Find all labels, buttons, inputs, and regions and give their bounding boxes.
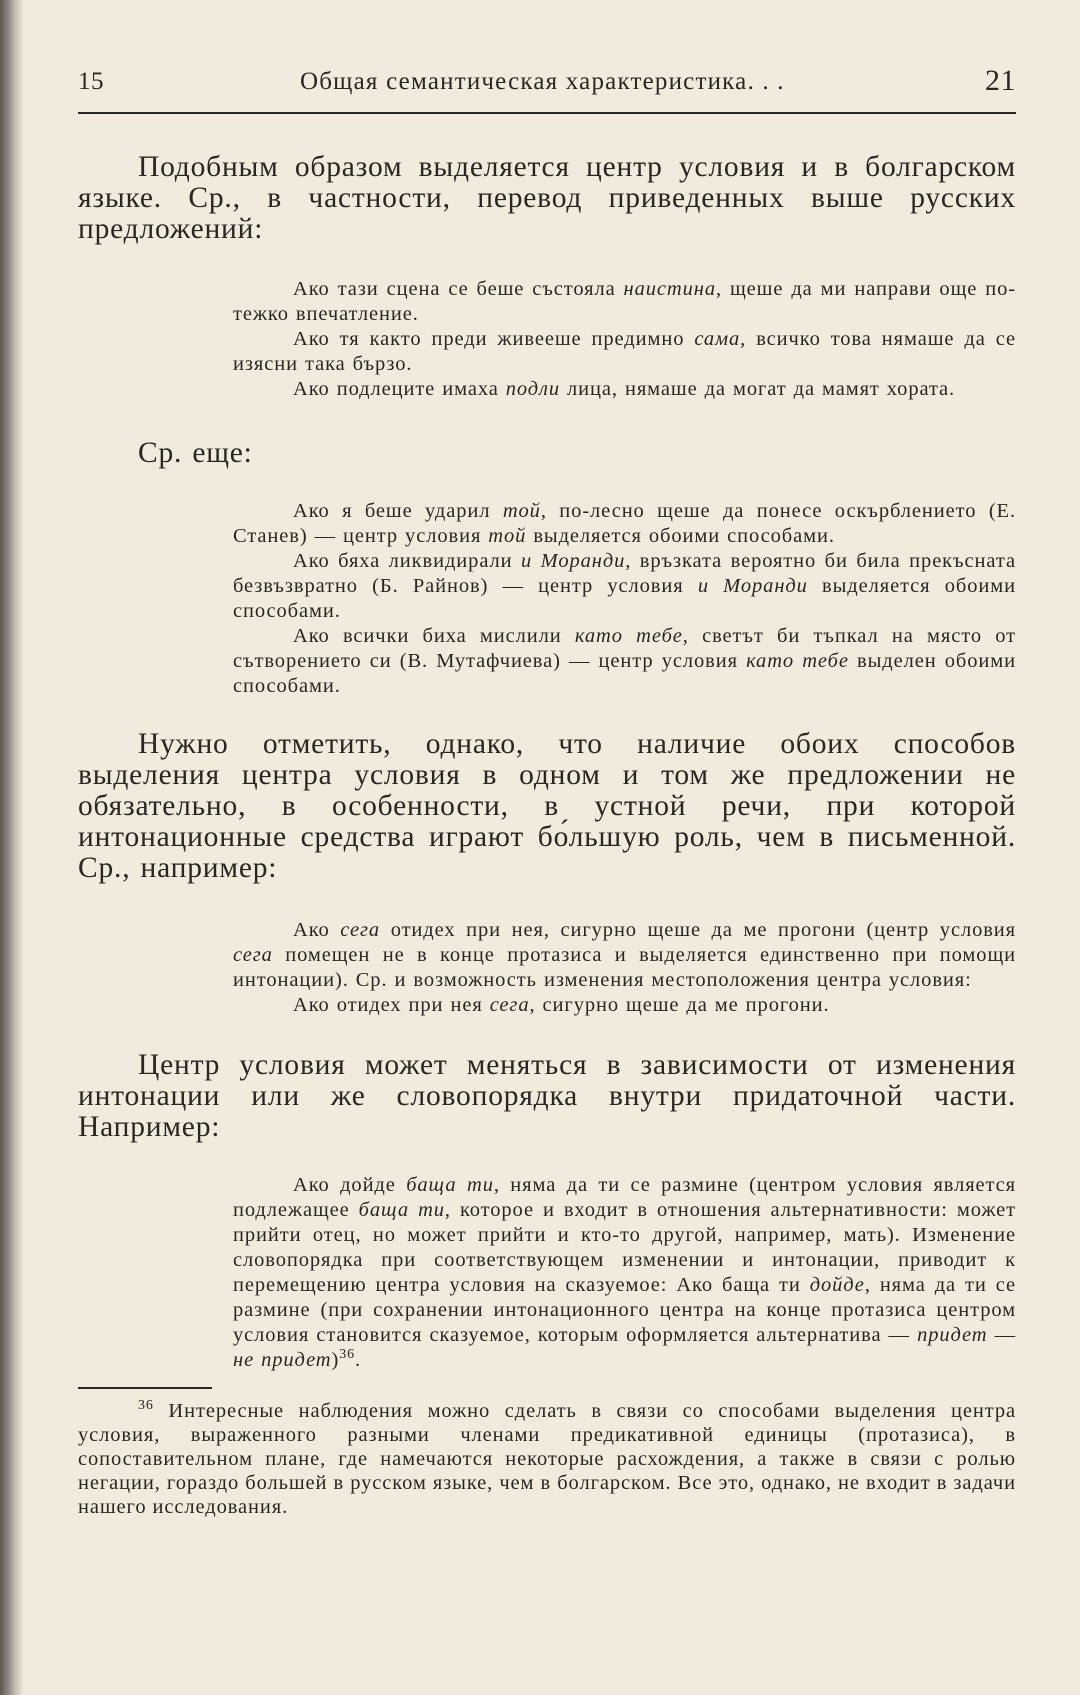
- footnote-number: 36: [138, 1398, 154, 1414]
- example-block-2: [78, 499, 1016, 699]
- paragraph-3: Нужно отметить, однако, что наличие обоих способов выделения центра условия в одном и том же предложении не обязательно, в особенности, в устной речи, при которой интонационные средства играют бо́льшую роль, чем в письменной. Ср., например:: [78, 728, 1016, 884]
- example-item: Ако подлеците имаха подли лица, нямаше да могат да мамят хората.: [293, 378, 956, 400]
- example-block-1: [78, 277, 1016, 402]
- example-item: Ако дойде баща ти, няма да ти се размине (центром условия является подлежащее баща ти, которое и входит в отношения альтернативности: может прийти отец, но может прийти и кто-то другой, например, мать). Изменение словопорядка при соответствующем изменении и интонации, приводит к перемещению центра условия на сказуемое: Ако баща ти дойде, няма да ти се размине (при сохранении интонационного центра на конце протазиса центром условия становится сказуемое, которым оформляется альтернатива — придет — не придет)$^{36}$.: [233, 1174, 1016, 1371]
- paragraph-4: Центр условия может меняться в зависимости от изменения интонации или же словопорядка внутри придаточной части. Например:: [78, 1049, 1016, 1143]
- footnote: $^{36}$ Интересные наблюдения можно сделать в связи со способами выделения центра условия, выраженного разными членами предикативной единицы (протазиса), в сопоставительном плане, где намечаются некоторые расхождения, а также в связи с ролью негации, гораздо большей в русском языке, чем в болгарском. Все это, однако, не входит в задачи нашего исследования.: [78, 1398, 1016, 1518]
- page-number-left: 15: [78, 68, 104, 95]
- page-number-right: 21: [985, 64, 1016, 97]
- example-item: Ако сега отидех при нея, сигурно щеше да ме прогони (центр условия сега помещен не в конце протазиса и выделяется единственно при помощи интонации). Ср. и возможность изменения местоположения центра условия:: [233, 919, 1017, 991]
- example-item: Ако я беше ударил той, по-лесно щеше да понесе оскърблението (Е. Станев) — центр условия той выделяется обоими способами.: [233, 500, 1016, 547]
- example-item: Ако тази сцена се беше състояла наистина, щеше да ми направи още по-тежко впечатление.: [233, 278, 1016, 325]
- paragraph-1: Подобным образом выделяется центр условия и в болгарском языке. Ср., в частности, перевод приведенных выше русских предложений:: [78, 151, 1016, 245]
- example-block-4: [78, 1173, 1016, 1373]
- example-item: Ако тя както преди живееше предимно сама, всичко това нямаше да се изясни така бързо.: [233, 328, 1016, 375]
- example-item: Ако отидех при нея сега, сигурно щеше да ме прогони.: [293, 994, 830, 1016]
- example-item: Ако бяха ликвидирали и Моранди, връзката вероятно би била прекъсната безвъзвратно (Б. Райнов) — центр условия и Моранди выделяется обоими способами.: [233, 550, 1016, 622]
- footnote-ref: 36: [339, 1347, 356, 1363]
- example-block-3: [78, 918, 1016, 1018]
- running-title: Общая семантическая характеристика. . .: [300, 68, 785, 95]
- book-page: [78, 62, 1016, 1519]
- running-head: [78, 62, 1016, 106]
- paragraph-2: Ср. еще:: [138, 437, 253, 469]
- book-spine-shadow: [0, 0, 24, 1695]
- example-item: Ако всички биха мислили като тебе, светът би тъпкал на място от сътворението си (В. Мутафчиева) — центр условия като тебе выделен обоими способами.: [233, 625, 1017, 697]
- header-rule: [78, 112, 1016, 114]
